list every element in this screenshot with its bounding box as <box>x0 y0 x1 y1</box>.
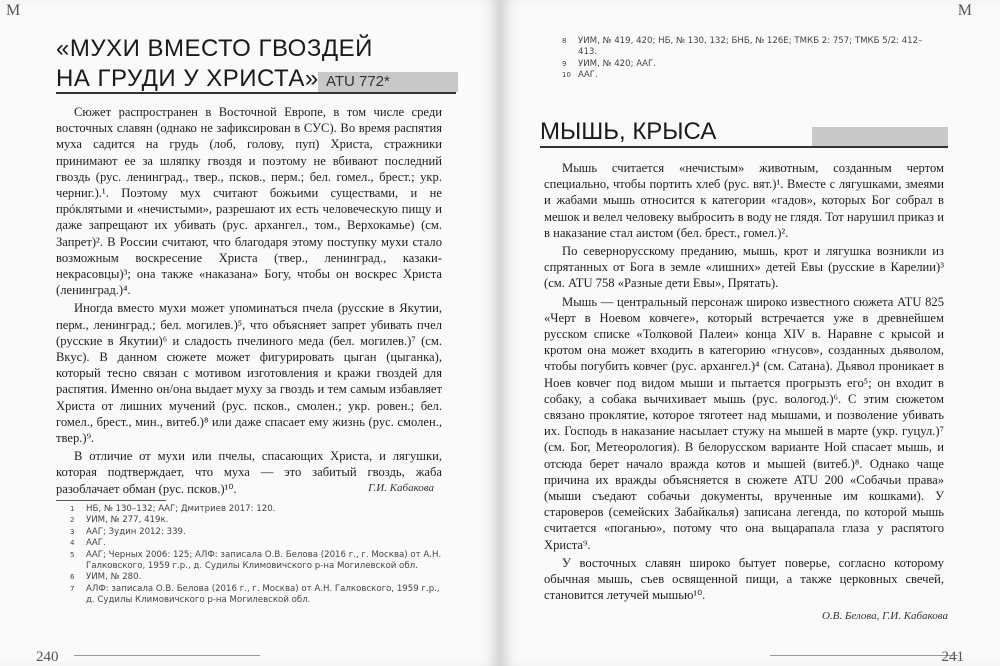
footnote-rule <box>56 500 166 501</box>
footnotes-left <box>70 504 442 607</box>
footnote <box>70 584 442 607</box>
footnote-text: ААГ. <box>86 538 106 549</box>
footnote-number: 3 <box>70 527 75 536</box>
title-rule-right <box>540 146 948 148</box>
footnote <box>70 504 442 515</box>
footnote-text: НБ, № 130–132; ААГ; Дмитриев 2017: 120. <box>86 504 276 514</box>
footnote-text: УИМ, № 420; ААГ. <box>578 58 656 69</box>
running-head-left: М <box>6 2 21 19</box>
paragraph: У восточных славян широко бытует поверье, согласно которому обычная мышь, съев освященной пищи, а также церковных свечей, становится летучей мышью¹⁰. <box>544 555 944 603</box>
footnote-text: ААГ. <box>578 70 598 81</box>
footnote-text: УИМ, № 280. <box>86 572 142 583</box>
page-number-left: 240 <box>36 649 59 665</box>
footnote-text: УИМ, № 277, 419к. <box>86 515 169 526</box>
footnote <box>70 527 442 538</box>
title-rule-left <box>56 92 456 94</box>
footnote-number: 6 <box>70 573 75 582</box>
paragraph: Мышь — центральный персонаж широко известного сюжета ATU 825 «Черт в Ноевом ковчеге», который встречается уже в древнейшем русском списке «Толковой Палеи» конца XIV в. Наравне с крысой и кротом она может входить в категорию «гнусов», созданных дьяволом, чтобы погубить ковчег (рус. архангел.)⁴ (см. Сатана). Дьявол проникает в Ноев ковчег под видом мыши и пытается прогрызть его⁵; он входит в собаку, а собака вычихивает мышь (рус. вологод.)⁶. С этим сюжетом связано проклятие, которое тяготеет над мышами, и позволение убивать их. Господь в наказание насылает стужу на мышей в марте (укр. гуцул.)⁷ (см. Бог, Метеорология). В белорусском варианте Ной спасает мышь, и отсюда берет начало вражда котов и мышей (витеб.)⁸. Однако чаще причина их вражды объясняется в сюжете ATU 200 «Собачьи права» (мыши съедают собачьи документы, врученные им кошками). У староверов (семейских Забайкалья) записана легенда, по которой мышь считается «поганью», потому что она выцарапала глаза у распятого Христа⁹. <box>544 294 944 552</box>
author-signature-right: О.В. Белова, Г.И. Кабакова <box>821 610 948 622</box>
author-signature-left: Г.И. Кабакова <box>368 482 434 494</box>
footnote-number: 4 <box>70 539 75 548</box>
paragraph: Мышь считается «нечистым» животным, созданным чертом специально, чтобы портить хлеб (рус. вят.)¹. Вместе с лягушками, змеями и жабами мышь относится к категории «гадов», которых Бог собрал в мешок и велел человеку выбросить в воду не глядя. Тот нарушил приказ и в наказание стал аистом (бел. брест., гомел.)². <box>544 161 944 240</box>
article-body-left <box>56 104 442 497</box>
folio-rule-right <box>770 655 958 656</box>
entry-title-left <box>56 34 390 97</box>
footnote <box>562 36 932 59</box>
running-head-right: М <box>957 2 972 19</box>
paragraph: Иногда вместо мухи может упоминаться пчела (русские в Якутии, перм., ленинград.; бел. могилев.)⁵, что объясняет запрет убивать пчел (русские в Якутии)⁶ и сладость пчелиного меда (бел. могилев.)⁷ (см. Вкус). В данном сюжете может фигурировать цыган (цыганка), который тесно связан с мотивом изготовления и кражи гвоздей для распятия. Именно он/она выдает муху за гвоздь и тем самым избавляет Христа от лишних мучений (рус. псков., смолен.; укр. ровен.; бел. гомел., брест., мин., витеб.)⁸ или даже спасает ему жизнь (рус. смолен., твер.)⁹. <box>56 301 442 446</box>
right-page <box>500 0 1000 666</box>
folio-rule-left <box>74 655 260 656</box>
footnote-number: 8 <box>562 37 567 45</box>
footnote-number: 5 <box>70 550 75 559</box>
footnote-text: ААГ; Зудин 2012: 339. <box>86 526 186 537</box>
entry-title-right: МЫШЬ, КРЫСА <box>540 118 717 145</box>
footnote-number: 1 <box>70 505 75 513</box>
footnotes-right <box>562 36 932 82</box>
paragraph: Сюжет распространен в Восточной Европе, в том числе среди восточных славян (однако не зафиксирован в СУС). Во время распятия муха садится на грудь (лоб, голову, пуп) Христа, стражники принимают ее за шляпку гвоздя и поэтому не вбивают последний гвоздь (рус. ленинград., твер., псков., перм.; бел. гомел., брест.; укр. черниг.).¹. Поэтому мух считают божьими существами, и не прóклятыми и «нечистыми», разрешают их есть человеческую пищу и даже запрещают их убивать (рус. архангел., том., Верхокамье) (см. Запрет)². В России считают, что благодаря этому поступку мухи стало возможным воскресение Христа (твер., ленинград., казаки-некрасовцы)³; она также «наказана» Богу, чтобы он воскрес Христа (ленинград.)⁴. <box>56 105 442 298</box>
page-number-right: 241 <box>941 649 964 665</box>
footnote-text: УИМ, № 419, 420; НБ, № 130, 132; БНБ, № 126Е; ТМКБ 2: 757; ТМКБ 5/2: 412–413. <box>578 36 923 58</box>
entry-title-line1: «МУХИ ВМЕСТО ГВОЗДЕЙ <box>56 35 373 62</box>
footnote-number: 7 <box>70 584 75 593</box>
footnote-text: АЛФ: записала О.В. Белова (2016 г., г. Москва) от А.Н. Галковского, 1959 г.р., д. Судилы Климовичского р-на Могилевской обл. <box>86 583 440 606</box>
entry-title-line2: НА ГРУДИ У ХРИСТА» <box>56 65 319 92</box>
footnote <box>562 59 932 70</box>
footnote-number: 9 <box>562 59 567 68</box>
footnote-number: 2 <box>70 516 75 525</box>
footnote <box>70 572 442 583</box>
footnote <box>70 538 442 549</box>
footnote-number: 10 <box>562 71 571 80</box>
article-body-right <box>544 160 944 603</box>
footnote <box>70 515 442 526</box>
footnote <box>70 550 442 573</box>
atu-code: ATU 772* <box>325 73 390 90</box>
footnote <box>562 70 932 81</box>
footnote-text: ААГ; Черных 2006: 125; АЛФ: записала О.В. Белова (2016 г., г. Москва) от А.Н. Галковского, 1959 г.р., д. Судилы Климовичского р-на Могилевской обл. <box>86 549 442 572</box>
paragraph: В отличие от мухи или пчелы, спасающих Христа, и лягушки, которая подтверждает, что муха — это забитый гвоздь, жаба разоблачает обман (рус. псков.)¹⁰. <box>56 449 442 496</box>
title-accent-bar-right <box>812 127 948 146</box>
paragraph: По севернорусскому преданию, мышь, крот и лягушка возникли из спрятанных от Бога в земле «лишних» детей Евы (русские в Карелии)³ (см. ATU 758 «Разные дети Евы», Прятать). <box>544 244 944 291</box>
